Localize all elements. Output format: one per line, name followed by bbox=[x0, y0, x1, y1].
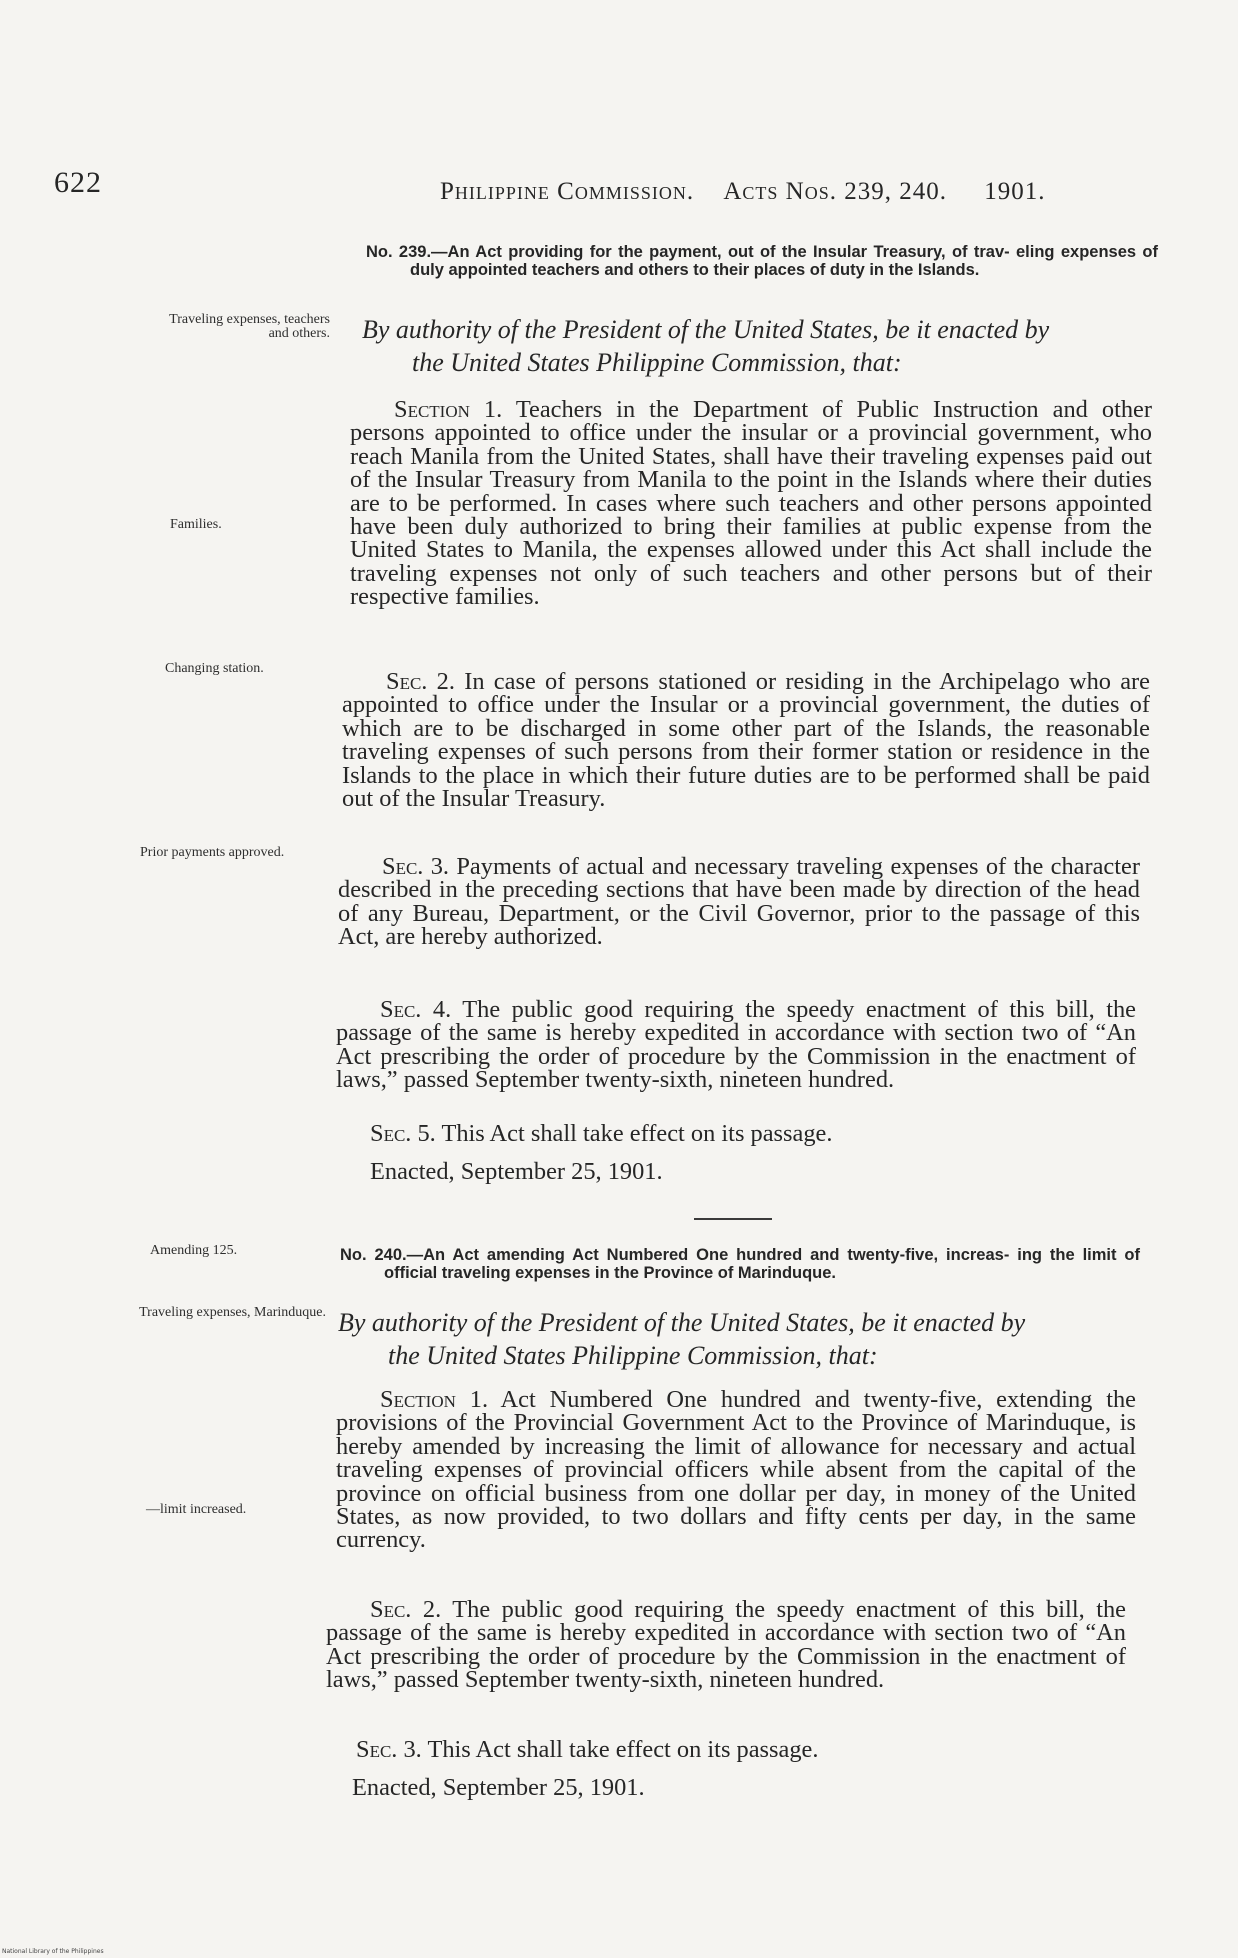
margin-note-amending-125: Amending 125. bbox=[150, 1243, 238, 1258]
act-239-enacting-line2: the United States Philippine Commission, that: bbox=[412, 348, 902, 377]
act-239-section-2 bbox=[342, 668, 1150, 813]
act-240-sec1-text: Act Numbered One hundred and twenty-five, extending the provisions of the Provincial Government Act to the Province of Marinduque, is hereby amended by increasing the limit of allowance for necessary and actual traveling expenses of provincial officers while absent from the capital of the province on official business from one dollar per day, in money of the United States, as now provided, to two dollars and fifty cents per day, in the same currency. bbox=[336, 1386, 1137, 1554]
act-239-title-rest: eling expenses of duly appointed teachers and others to their places of duty in the Islands. bbox=[410, 243, 1158, 279]
act-240-enacted-date: Enacted, September 25, 1901. bbox=[352, 1774, 645, 1801]
act-239-sec1-text: Teachers in the Department of Public Instruction and other persons appointed to office under the insular or a provincial government, who reach Manila from the United States, shall have their traveling expenses paid out of the Insular Treasury from Manila to the point in the Islands where their duties are to be performed. In cases where such teachers and other persons appointed have been duly authorized to bring their families at public expense from the United States to Manila, the expenses allowed under this Act shall include the traveling expenses not only of such teachers and other persons but of their respective families. bbox=[350, 396, 1152, 611]
act-239-enacting-clause bbox=[362, 313, 1162, 379]
act-240-sec3-text: This Act shall take effect on its passage. bbox=[421, 1736, 819, 1763]
margin-note-limit-increased: —limit increased. bbox=[146, 1502, 247, 1517]
act-240-enacting-line2: the United States Philippine Commission, that: bbox=[388, 1341, 878, 1370]
act-239-sec1-label: Section 1. bbox=[394, 396, 503, 423]
act-240-enacting-line1: By authority of the President of the United States, be it enacted by bbox=[338, 1308, 1026, 1337]
library-footer: National Library of the Philippines bbox=[2, 1948, 104, 1955]
act-239-enacted-date: Enacted, September 25, 1901. bbox=[370, 1158, 663, 1185]
act-240-title-line1: No. 240.—An Act amending Act Numbered One hundred and twenty-five, increas- bbox=[340, 1246, 1010, 1264]
act-240-sec2-text: The public good requiring the speedy enactment of this bill, the passage of the same is hereby expedited in accordance with section two of “An Act prescribing the order of procedure by the Commission in the enactment of laws,” passed September twenty-sixth, nineteen hundred. bbox=[326, 1596, 1126, 1694]
running-head-year: 1901. bbox=[984, 178, 1046, 205]
act-239-sec4-text: The public good requiring the speedy enactment of this bill, the passage of the same is hereby expedited in accordance with section two of “An Act prescribing the order of procedure by the Commission in the enactment of laws,” passed September twenty-sixth, nineteen hundred. bbox=[336, 996, 1136, 1094]
act-239-section-1 bbox=[350, 398, 1152, 609]
act-240-sec1-label: Section 1. bbox=[380, 1386, 489, 1413]
margin-note-changing-station: Changing station. bbox=[165, 661, 264, 676]
act-239-section-4 bbox=[336, 998, 1136, 1092]
margin-note-prior-payments: Prior payments approved. bbox=[140, 845, 285, 860]
running-head bbox=[440, 178, 1045, 206]
act-240-section-1 bbox=[336, 1388, 1136, 1552]
act-separator-rule bbox=[694, 1218, 772, 1220]
act-240-title-rest: ing the limit of official traveling expenses in the Province of Marinduque. bbox=[384, 1246, 1140, 1282]
act-239-section-3 bbox=[338, 855, 1140, 949]
act-240-section-2 bbox=[326, 1598, 1126, 1692]
margin-note-traveling-teachers: Traveling expenses, teachers and others. bbox=[169, 312, 330, 341]
act-240-enacting-clause bbox=[338, 1306, 1148, 1372]
margin-note-families: Families. bbox=[170, 517, 222, 532]
act-239-sec2-text: In case of persons stationed or residing in the Archipelago who are appointed to office under the Insular or a provincial government, the duties of which are to be discharged in some other part of the Islands, the reasonable traveling expenses of such persons from their former station or residence in the Islands to the place in which their future duties are to be performed shall be paid out of the Insular Treasury. bbox=[342, 668, 1150, 813]
running-head-title: Philippine Commission. bbox=[440, 178, 695, 205]
act-240-sec3-label: Sec. 3. bbox=[356, 1736, 422, 1763]
act-239-title-line1: No. 239.—An Act providing for the payment, out of the Insular Treasury, of trav- bbox=[366, 243, 1010, 261]
act-239-sec5-text: This Act shall take effect on its passage. bbox=[435, 1120, 833, 1147]
margin-note-traveling-marinduque: Traveling expenses, Marinduque. bbox=[139, 1305, 326, 1320]
act-240-sec2-label: Sec. 2. bbox=[370, 1596, 442, 1623]
running-head-acts: Acts Nos. 239, 240. bbox=[723, 178, 947, 205]
act-239-title bbox=[366, 243, 1158, 279]
act-239-sec3-text: Payments of actual and necessary traveling expenses of the character described in the preceding sections that have been made by direction of the head of any Bureau, Department, or the Civil Governor, prior to the passage of this Act, are hereby authorized. bbox=[338, 853, 1140, 951]
act-239-section-5 bbox=[370, 1122, 833, 1146]
act-239-sec3-label: Sec. 3. bbox=[382, 853, 450, 880]
page-number: 622 bbox=[54, 166, 102, 199]
act-239-sec5-label: Sec. 5. bbox=[370, 1120, 436, 1147]
act-240-title bbox=[340, 1246, 1140, 1282]
act-239-sec2-label: Sec. 2. bbox=[386, 668, 455, 695]
act-240-section-3 bbox=[356, 1738, 819, 1762]
act-239-sec4-label: Sec. 4. bbox=[380, 996, 452, 1023]
act-239-enacting-line1: By authority of the President of the United States, be it enacted by bbox=[362, 315, 1050, 344]
